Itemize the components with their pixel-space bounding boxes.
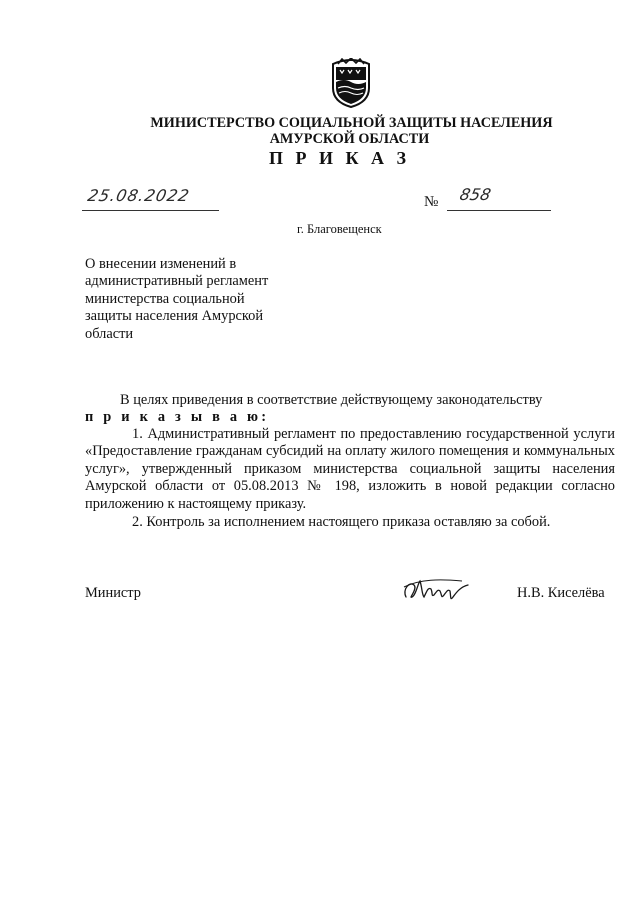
order-subject [85, 256, 305, 343]
intro-paragraph: В целях приведения в соответствие действующему законодательству [120, 392, 543, 408]
subject-line: области [85, 325, 134, 342]
document-type-title: П Р И К А З [268, 148, 411, 168]
signer-name: Н.В. Киселёва [517, 585, 605, 601]
subject-line: административный регламент [85, 273, 269, 290]
amur-coat-of-arms-icon [330, 58, 372, 108]
subject-line: министерства социальной [85, 290, 245, 307]
subject-line: О внесении изменений в [85, 256, 237, 272]
issue-city: г. Благовещенск [297, 222, 382, 236]
order-item-2: 2. Контроль за исполнением настоящего приказа оставляю за собой. [132, 514, 551, 530]
signature-icon [400, 575, 475, 605]
signer-position: Министр [85, 585, 141, 601]
order-number: 858 [457, 185, 493, 204]
number-sign: № [424, 194, 439, 210]
ministry-name-line1: МИНИСТЕРСТВО СОЦИАЛЬНОЙ ЗАЩИТЫ НАСЕЛЕНИЯ [150, 115, 553, 131]
subject-line: защиты населения Амурской [85, 308, 264, 325]
ministry-name-line2: АМУРСКОЙ ОБЛАСТИ [269, 131, 430, 147]
order-item-1: 1. Административный регламент по предоставлению государственной услуги «Предоставление гражданам субсидий на оплату жилого помещения и коммунальных услуг», утвержденный приказом министерства социальной защиты населения Амурской области от 05.08.2013 № 198, изложить в новой редакции согласно приложению к настоящему приказу. [85, 426, 615, 512]
order-date: 25.08.2022 [85, 186, 192, 205]
order-keyword: п р и к а з ы в а ю: [85, 409, 270, 425]
